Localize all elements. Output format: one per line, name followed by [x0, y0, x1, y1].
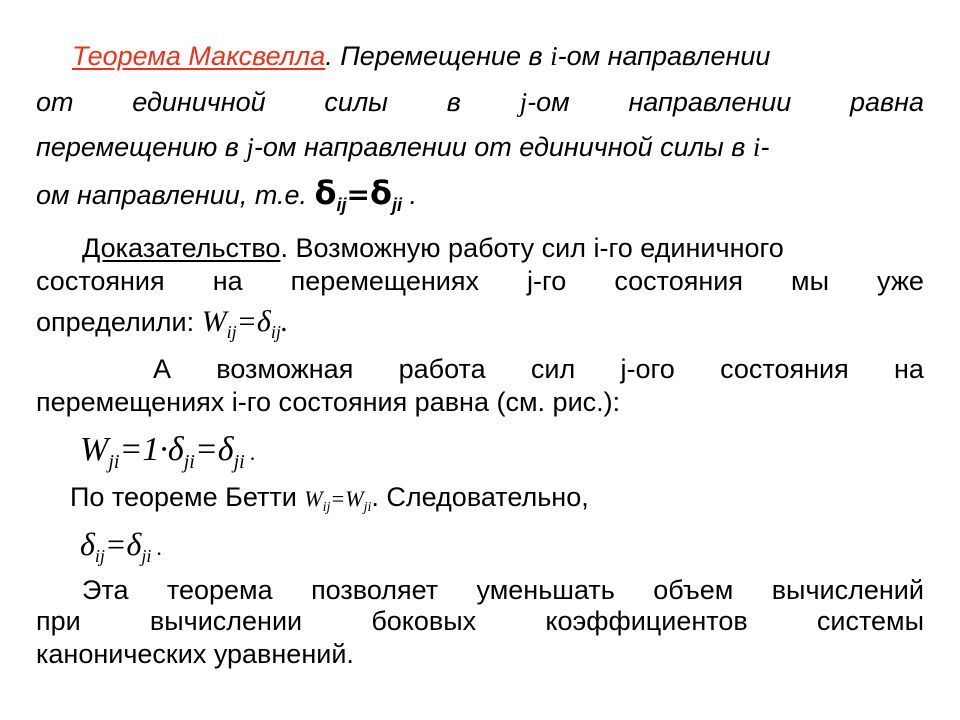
- proof-heading: Доказательство: [82, 233, 281, 263]
- betti-line: По теореме Бетти Wij=Wji. Следовательно,: [70, 482, 589, 515]
- conclusion-line-3: канонических уравнений.: [36, 639, 354, 669]
- conclusion-line-1: Эта теорема позволяет уменьшать объем вычислений: [82, 575, 924, 605]
- proof-line-2: состояния на перемещениях j-го состояния мы уже: [36, 266, 924, 296]
- delta-symbol: δ: [370, 174, 392, 212]
- formula-wij: $W_{ij}=\delta_{ij}$.: [201, 305, 289, 342]
- formula-delta-equality: $\delta_{ij}=\delta_{ji}$ .: [80, 526, 163, 566]
- theorem-title: Теорема Максвелла: [72, 41, 326, 71]
- delta-symbol: δ: [314, 174, 337, 212]
- proof-line-4: А возможная работа сил j-ого состояния на: [153, 354, 924, 384]
- theorem-line-1: Теорема Максвелла. Перемещение в i-ом направлении: [72, 41, 771, 71]
- formula-betti: Wij=Wji: [304, 486, 372, 515]
- proof-line-5: перемещениях i-го состояния равна (см. рис.):: [36, 387, 621, 417]
- proof-line-1: Доказательство. Возможную работу сил i-го единичного: [82, 233, 784, 263]
- theorem-line-3: перемещению в j-ом направлении от единичной силы в i-: [36, 132, 770, 162]
- theorem-line-2: от единичной силы в j-ом направлении равна: [36, 87, 924, 117]
- formula-wji: $W_{ji}=1\cdot\delta_{ji}=\delta_{ji}$ .: [80, 431, 256, 473]
- conclusion-line-2: при вычислении боковых коэффициентов системы: [36, 606, 924, 636]
- proof-line-3: определили: $W_{ij}=\delta_{ij}$.: [36, 305, 289, 342]
- theorem-line-4: ом направлении, т.е. $\delta_{ij}=\delta_{ji}$ .: [36, 174, 418, 215]
